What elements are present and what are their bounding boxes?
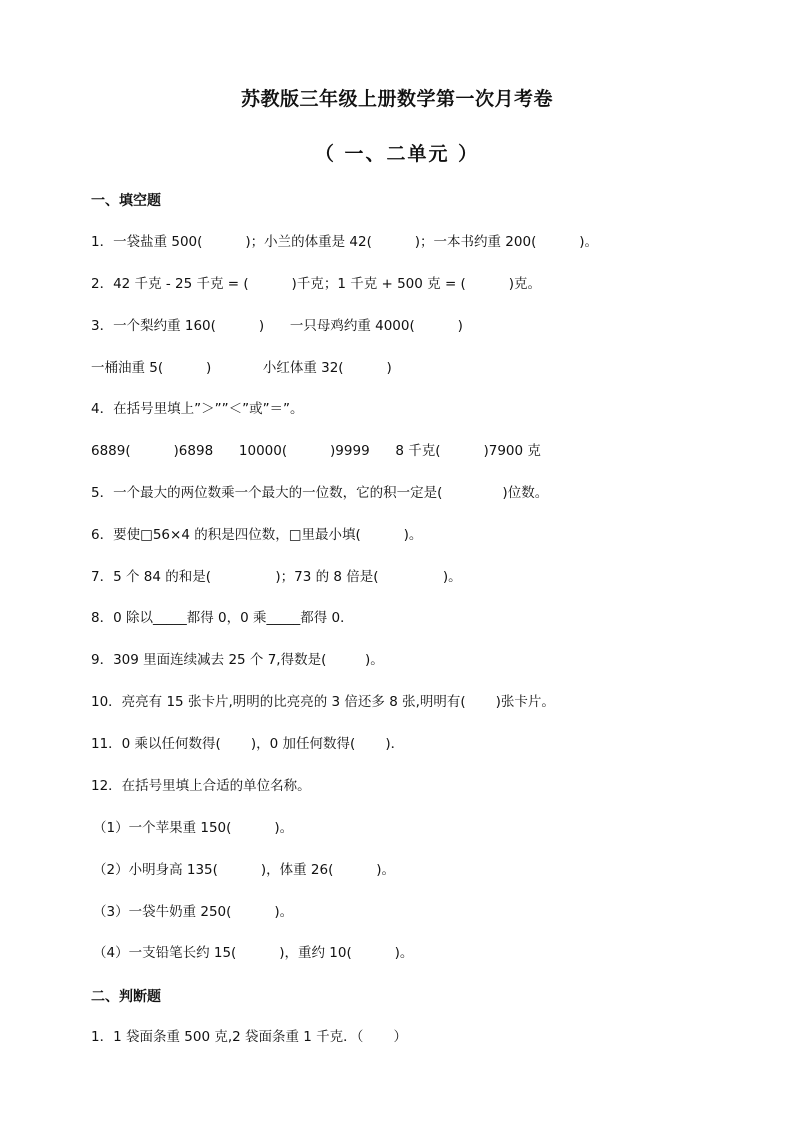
question-line: 10．亮亮有 15 张卡片,明明的比亮亮的 3 倍还多 8 张,明明有( )张卡片。 [91, 694, 555, 710]
question-line: 一桶油重 5( ) 小红体重 32( ) [91, 360, 392, 376]
question-line: 4．在括号里填上”＞””＜”或”＝”。 [91, 401, 304, 417]
page-subtitle: （ 一、二单元 ） [314, 143, 480, 165]
question-line: 1．1 袋面条重 500 克,2 袋面条重 1 千克．（ ） [91, 1029, 407, 1045]
page-title: 苏教版三年级上册数学第一次月考卷 [240, 88, 553, 110]
question-subline: （4）一支铅笔长约 15( )，重约 10( )。 [93, 945, 414, 961]
question-line: 7．5 个 84 的和是( )；73 的 8 倍是( )。 [91, 569, 462, 585]
question-line: 9．309 里面连续减去 25 个 7,得数是( )。 [91, 652, 384, 668]
question-line: 5．一个最大的两位数乘一个最大的一位数，它的积一定是( )位数。 [91, 485, 549, 501]
question-line: 6889( )6898 10000( )9999 8 千克( )7900 克 [91, 443, 541, 459]
question-line: 8．0 除以_____都得 0，0 乘_____都得 0． [91, 610, 354, 626]
question-subline: （1）一个苹果重 150( )。 [93, 820, 294, 836]
question-line: 2．42 千克 - 25 千克 = ( )千克；1 千克 + 500 克 = ( )克。 [91, 276, 541, 292]
section-heading-true-false: 二、判断题 [91, 989, 161, 1005]
question-subline: （2）小明身高 135( )，体重 26( )。 [93, 862, 396, 878]
section-heading-fill-in: 一、填空题 [91, 193, 161, 209]
question-line: 11．0 乘以任何数得( )，0 加任何数得( )． [91, 736, 405, 752]
question-line: 6．要使□56×4 的积是四位数，□里最小填( )。 [91, 527, 423, 543]
question-line: 1．一袋盐重 500( )；小兰的体重是 42( )；一本书约重 200( )。 [91, 234, 599, 250]
question-subline: （3）一袋牛奶重 250( )。 [93, 904, 294, 920]
question-line: 3．一个梨约重 160( ) 一只母鸡约重 4000( ) [91, 318, 463, 334]
question-line: 12．在括号里填上合适的单位名称。 [91, 778, 311, 794]
